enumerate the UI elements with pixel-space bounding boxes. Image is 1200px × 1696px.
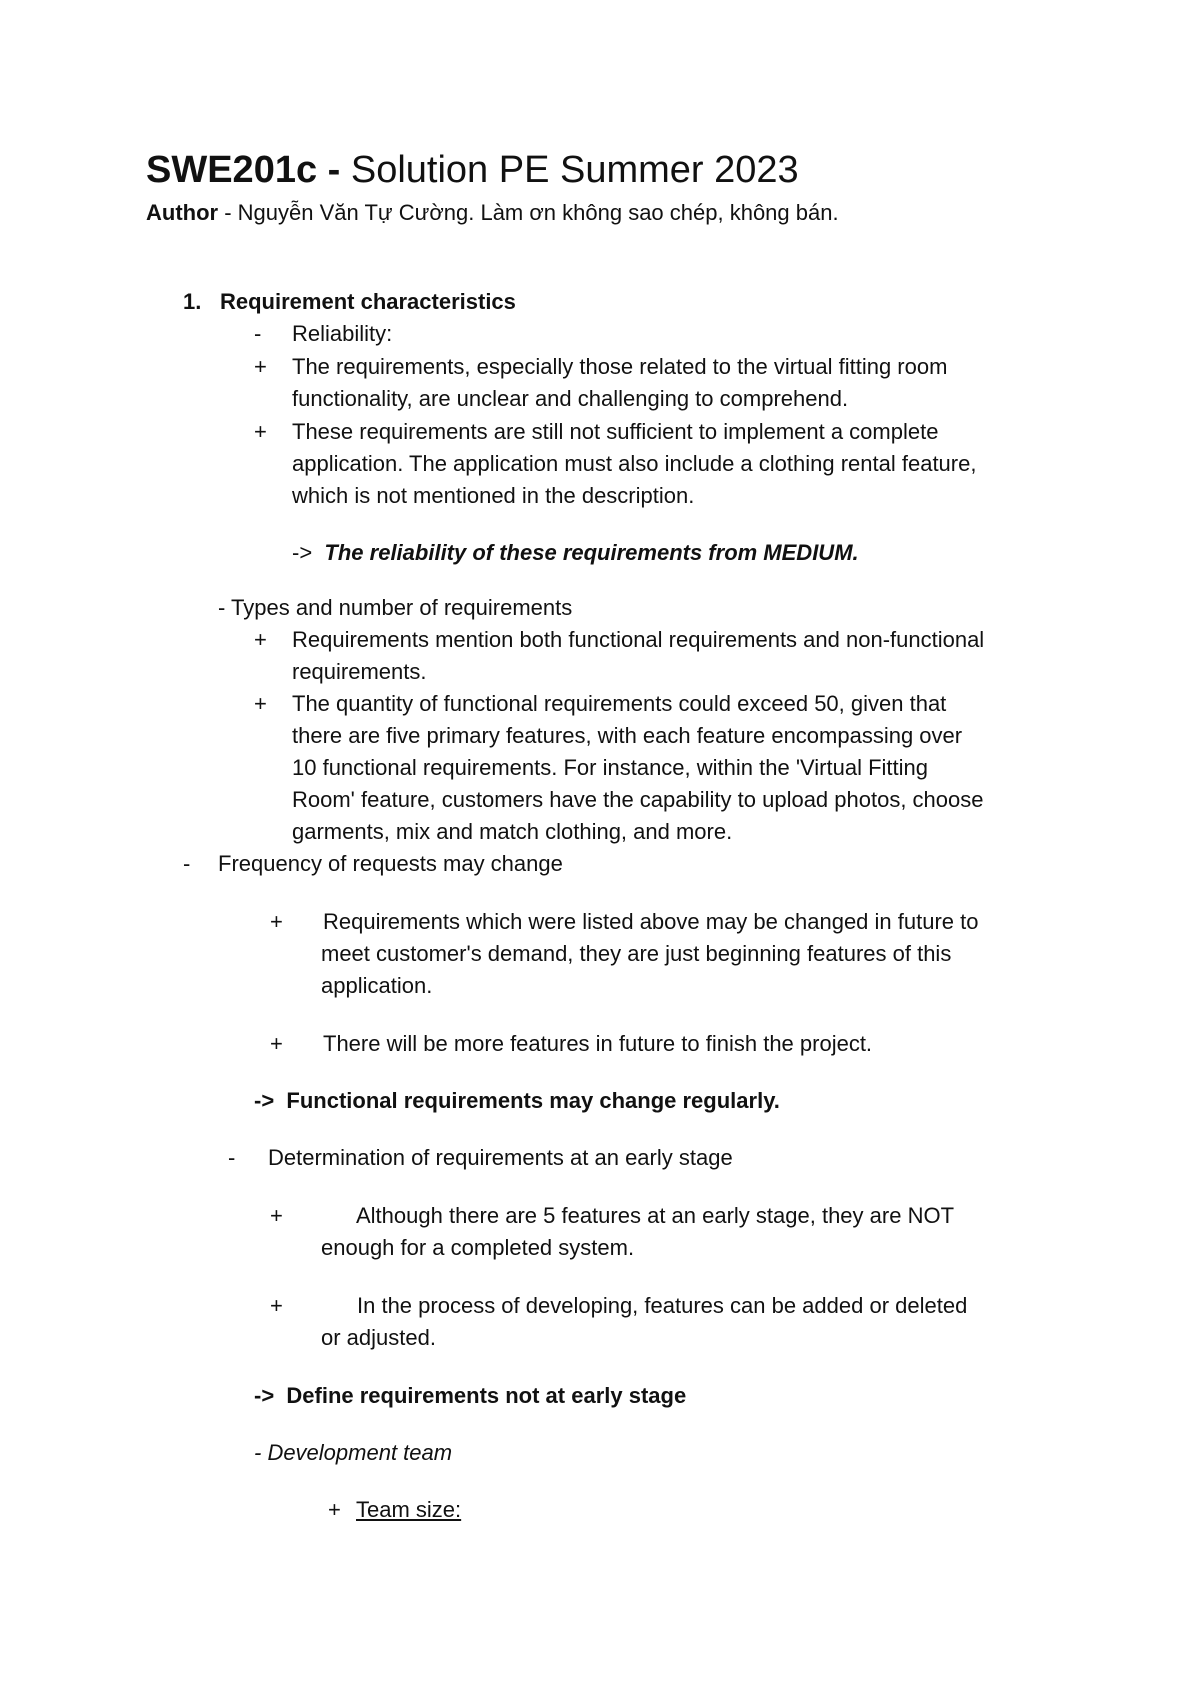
determination-bullet-2-line-1: In the process of developing, features can be added or deleted [357, 1293, 968, 1318]
frequency-bullet-1-line-2: meet customer's demand, they are just beginning features of this [321, 941, 952, 966]
types-bullet-1-line-1: Requirements mention both functional requirements and non-functional [292, 627, 985, 652]
reliability-bullet-1-marker: + [254, 354, 267, 379]
frequency-marker: - [183, 851, 191, 876]
types-label: - Types and number of requirements [218, 595, 573, 620]
determination-bullet-2-line-2: or adjusted. [321, 1325, 436, 1350]
frequency-conclusion: -> Functional requirements may change regularly. [254, 1088, 780, 1113]
types-bullet-2-marker: + [254, 691, 267, 716]
reliability-bullet-2-line-2: application. The application must also include a clothing rental feature, [292, 451, 977, 476]
types-bullet-1-marker: + [254, 627, 267, 652]
determination-bullet-1-marker: + [270, 1203, 283, 1228]
team-size-label: Team size: [356, 1497, 462, 1522]
reliability-bullet-2-line-1: These requirements are still not sufficient to implement a complete [292, 419, 939, 444]
reliability-marker: - [254, 321, 262, 346]
frequency-bullet-1-marker: + [270, 909, 283, 934]
determination-bullet-1-line-2: enough for a completed system. [321, 1235, 635, 1260]
author-label: Author [146, 200, 219, 225]
team-bullet-marker: + [328, 1497, 341, 1522]
conclusion-arrow: -> [292, 540, 313, 565]
types-bullet-2-line-4: Room' feature, customers have the capability to upload photos, choose [292, 787, 984, 812]
frequency-bullet-2-line-1: There will be more features in future to finish the project. [323, 1031, 873, 1056]
determination-marker: - [228, 1145, 236, 1170]
page-title [146, 146, 799, 194]
title-code: SWE201c - [146, 149, 341, 191]
types-bullet-1-line-2: requirements. [292, 659, 427, 684]
frequency-bullet-1-line-1: Requirements which were listed above may be changed in future to [323, 909, 979, 934]
section-number: 1. [183, 289, 202, 314]
determination-label: Determination of requirements at an early stage [268, 1145, 733, 1170]
author-text: - Nguyễn Văn Tự Cường. Làm ơn không sao chép, không bán. [218, 200, 839, 225]
types-bullet-2-line-5: garments, mix and match clothing, and more. [292, 819, 733, 844]
reliability-label: Reliability: [292, 321, 393, 346]
types-bullet-2-line-2: there are five primary features, with each feature encompassing over [292, 723, 963, 748]
determination-conclusion: -> Define requirements not at early stage [254, 1383, 687, 1408]
types-bullet-2-line-3: 10 functional requirements. For instance, within the 'Virtual Fitting [292, 755, 929, 780]
reliability-conclusion [292, 537, 859, 569]
author-line [146, 198, 839, 228]
reliability-bullet-1-line-2: functionality, are unclear and challenging to comprehend. [292, 386, 849, 411]
determination-bullet-1-line-1: Although there are 5 features at an early stage, they are NOT [356, 1203, 955, 1228]
types-bullet-2-line-1: The quantity of functional requirements could exceed 50, given that [292, 691, 947, 716]
team-label: - Development team [254, 1440, 453, 1465]
reliability-conclusion-text: The reliability of these requirements from MEDIUM. [324, 540, 859, 565]
reliability-bullet-2-line-3: which is not mentioned in the description. [292, 483, 695, 508]
determination-bullet-2-marker: + [270, 1293, 283, 1318]
frequency-bullet-1-line-3: application. [321, 973, 433, 998]
reliability-bullet-2-marker: + [254, 419, 267, 444]
frequency-label: Frequency of requests may change [218, 851, 563, 876]
reliability-bullet-1-line-1: The requirements, especially those related to the virtual fitting room [292, 354, 948, 379]
title-rest: Solution PE Summer 2023 [340, 149, 799, 191]
section-heading: Requirement characteristics [220, 289, 516, 314]
frequency-bullet-2-marker: + [270, 1031, 283, 1056]
